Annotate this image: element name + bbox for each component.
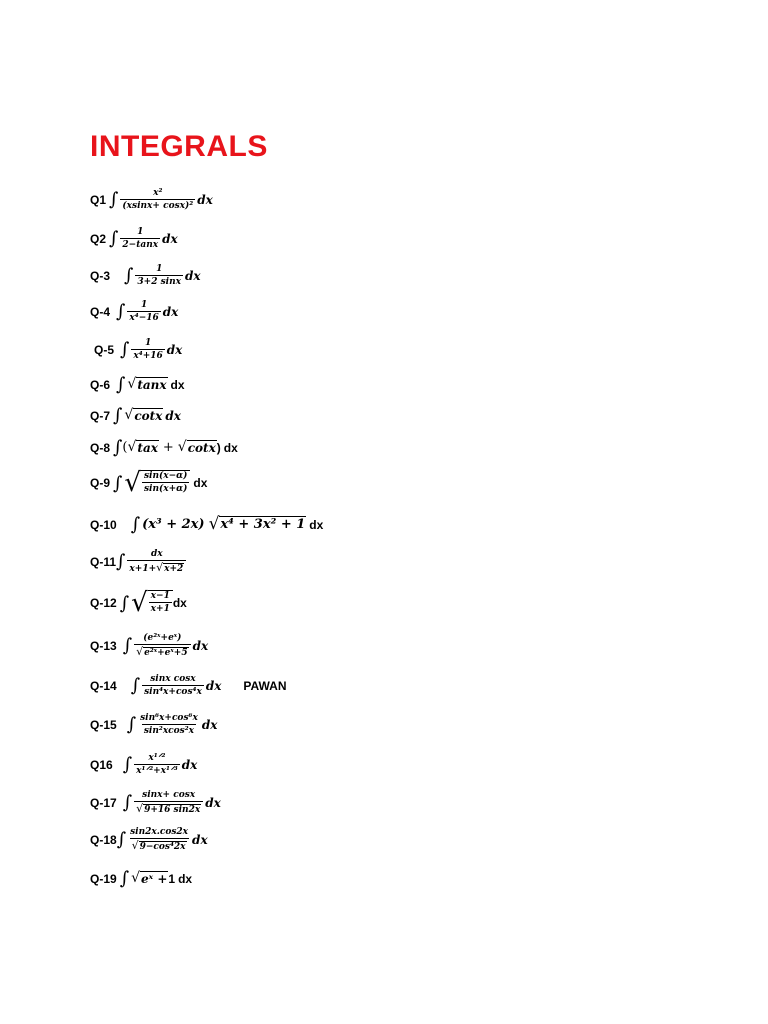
question-label: Q1 <box>90 192 107 207</box>
denominator <box>134 801 203 815</box>
radical-icon: √ <box>131 588 148 618</box>
page-title: INTEGRALS <box>90 130 268 163</box>
radicand: cotx <box>187 441 216 455</box>
integral-sign: ∫ <box>113 472 123 494</box>
integral-sign: ∫ <box>124 265 134 287</box>
square-root <box>127 440 158 455</box>
square-root <box>124 470 190 496</box>
question-11 <box>90 549 186 575</box>
integral-sign: ∫ <box>119 868 130 889</box>
question-label: Q-19 <box>90 871 117 886</box>
differential: dx <box>201 717 218 732</box>
denominator: 2−tanx <box>122 240 159 251</box>
question-10 <box>90 514 323 535</box>
question-label: Q-14 <box>90 678 117 693</box>
question-7 <box>90 405 181 426</box>
question-label: Q2 <box>90 231 107 246</box>
denominator: x¹ᐟ²+x¹ᐟ³ <box>136 766 178 777</box>
differential: dx <box>197 192 213 207</box>
question-19 <box>90 868 192 889</box>
question-label: Q-7 <box>90 408 111 423</box>
numerator: sinx+ cosx <box>142 790 196 800</box>
numerator: sin⁶x+cos⁶x <box>140 713 198 723</box>
fraction <box>142 471 189 496</box>
question-label: Q-15 <box>90 717 117 732</box>
radical-icon: √ <box>131 839 139 853</box>
differential: dx <box>162 231 178 246</box>
radicand: eˣ + <box>141 872 168 886</box>
fraction <box>128 827 190 853</box>
fraction <box>142 674 204 698</box>
radical-icon: √ <box>136 645 144 659</box>
radical-icon: √ <box>156 561 164 575</box>
numerator: 1 <box>140 300 148 310</box>
open-paren: ( <box>122 440 128 455</box>
fraction <box>149 591 172 616</box>
fraction <box>134 790 203 816</box>
question-8 <box>90 437 238 458</box>
radicand: x⁴ + 3x² + 1 <box>220 517 306 532</box>
square-root <box>178 440 217 455</box>
radicand: cotx <box>134 409 163 423</box>
radical-icon: √ <box>208 514 220 534</box>
differential: dx <box>205 795 221 810</box>
integral-sign: ∫ <box>113 437 123 458</box>
differential: dx <box>178 871 193 886</box>
radicand <box>141 470 190 496</box>
question-3 <box>90 264 201 288</box>
question-label: Q-12 <box>90 596 117 610</box>
fraction <box>120 188 195 212</box>
fraction <box>138 713 200 737</box>
integral-sign: ∫ <box>130 514 141 535</box>
integral-sign: ∫ <box>116 829 127 851</box>
question-label: Q-13 <box>90 638 117 653</box>
question-label: Q-11 <box>90 554 117 569</box>
denominator: x⁴−16 <box>129 313 159 324</box>
numerator: sin(x−α) <box>143 471 188 481</box>
fraction <box>134 633 191 659</box>
integral-sign: ∫ <box>119 592 130 614</box>
differential: dx <box>309 517 324 532</box>
differential: dx <box>193 476 208 490</box>
radicand: 9+16 sin2x <box>144 805 201 816</box>
integral-sign: ∫ <box>126 714 137 736</box>
radicand <box>148 590 173 616</box>
question-2 <box>90 227 178 251</box>
denominator: sin²xcos²x <box>143 726 195 737</box>
question-13 <box>90 633 208 659</box>
question-9 <box>90 470 207 496</box>
radical-icon: √ <box>127 439 137 455</box>
question-label: Q-5 <box>94 342 115 357</box>
fraction <box>134 753 180 777</box>
square-root <box>127 377 167 392</box>
question-label: Q-3 <box>90 268 111 283</box>
square-root <box>124 408 163 423</box>
question-16 <box>90 753 197 777</box>
differential: dx <box>223 440 238 455</box>
radicand: tax <box>137 441 158 455</box>
denominator: x⁴+16 <box>133 351 163 362</box>
differential: dx <box>185 268 201 283</box>
differential: dx <box>170 377 185 392</box>
question-6 <box>90 374 185 395</box>
numerator: x−1 <box>150 591 170 601</box>
numerator: 1 <box>156 264 163 274</box>
denominator: sin⁴x+cos⁴x <box>144 687 202 698</box>
radical-icon: √ <box>124 407 134 423</box>
radical-icon: √ <box>124 468 141 498</box>
plus-sign: + <box>162 440 174 455</box>
question-14 <box>90 674 287 698</box>
denominator <box>134 644 191 658</box>
differential: dx <box>172 596 187 610</box>
integral-sign: ∫ <box>122 792 133 814</box>
question-label: Q-18 <box>90 832 117 847</box>
constant-term: 1 <box>168 871 176 886</box>
fraction <box>131 338 164 362</box>
fraction <box>127 300 160 324</box>
integral-sign: ∫ <box>109 228 119 250</box>
close-paren: ) <box>216 440 221 455</box>
radical-icon: √ <box>127 376 137 392</box>
numerator: dx <box>151 549 163 559</box>
differential: dx <box>165 408 181 423</box>
question-4 <box>90 300 178 324</box>
differential: dx <box>192 832 208 847</box>
question-label: Q-4 <box>90 304 111 319</box>
radical-icon: √ <box>131 870 140 886</box>
radicand: e²ˣ+eˣ+5 <box>144 648 188 659</box>
question-label: Q-8 <box>90 440 111 455</box>
question-label: Q-6 <box>90 377 111 392</box>
question-1 <box>90 188 213 212</box>
question-17 <box>90 790 221 816</box>
differential: dx <box>166 342 183 357</box>
radical-icon: √ <box>136 802 144 816</box>
integral-sign: ∫ <box>120 339 130 361</box>
denominator <box>127 560 186 574</box>
question-label: Q16 <box>90 757 113 772</box>
integral-sign: ∫ <box>116 374 126 395</box>
square-root <box>131 871 168 886</box>
fraction <box>127 549 186 575</box>
numerator: sin2x.cos2x <box>130 827 189 837</box>
numerator: 1 <box>144 338 152 348</box>
denominator: sin(x+α) <box>143 484 188 495</box>
radical-icon: √ <box>177 439 187 455</box>
integral-sign: ∫ <box>116 551 126 573</box>
fraction <box>135 264 183 288</box>
denominator: 3+2 sinx <box>137 277 181 288</box>
integral-sign: ∫ <box>130 675 141 697</box>
differential: dx <box>205 678 222 693</box>
differential: dx <box>192 638 209 653</box>
denominator: (xsinx+ cosx)² <box>122 201 194 212</box>
integral-sign: ∫ <box>109 189 119 211</box>
numerator: x¹ᐟ² <box>148 753 166 763</box>
integral-sign: ∫ <box>122 754 133 776</box>
question-12 <box>90 590 187 616</box>
numerator: 1 <box>137 227 144 237</box>
square-root <box>209 516 307 533</box>
integral-sign: ∫ <box>122 635 133 657</box>
integral-sign: ∫ <box>113 405 123 426</box>
question-label: Q-9 <box>90 476 111 490</box>
fraction <box>120 227 160 251</box>
polynomial-factor: (x³ + 2x) <box>142 517 205 532</box>
denominator-left: x+1+ <box>129 564 157 575</box>
question-5 <box>94 338 182 362</box>
numerator: x² <box>153 188 163 198</box>
numerator: sinx cosx <box>150 674 196 684</box>
question-label: Q-17 <box>90 795 117 810</box>
author-note: PAWAN <box>243 678 287 693</box>
differential: dx <box>162 304 179 319</box>
radicand: x+2 <box>164 564 184 575</box>
denominator: x+1 <box>150 604 170 615</box>
denominator <box>130 838 189 852</box>
question-label: Q-10 <box>90 517 117 532</box>
question-18 <box>90 827 208 853</box>
radicand: tanx <box>137 378 167 392</box>
square-root <box>131 590 173 616</box>
integral-sign: ∫ <box>116 301 126 323</box>
question-15 <box>90 713 217 737</box>
numerator: (e²ˣ+eˣ) <box>143 633 182 643</box>
differential: dx <box>181 757 198 772</box>
radicand: 9−cos⁴2x <box>139 842 186 853</box>
